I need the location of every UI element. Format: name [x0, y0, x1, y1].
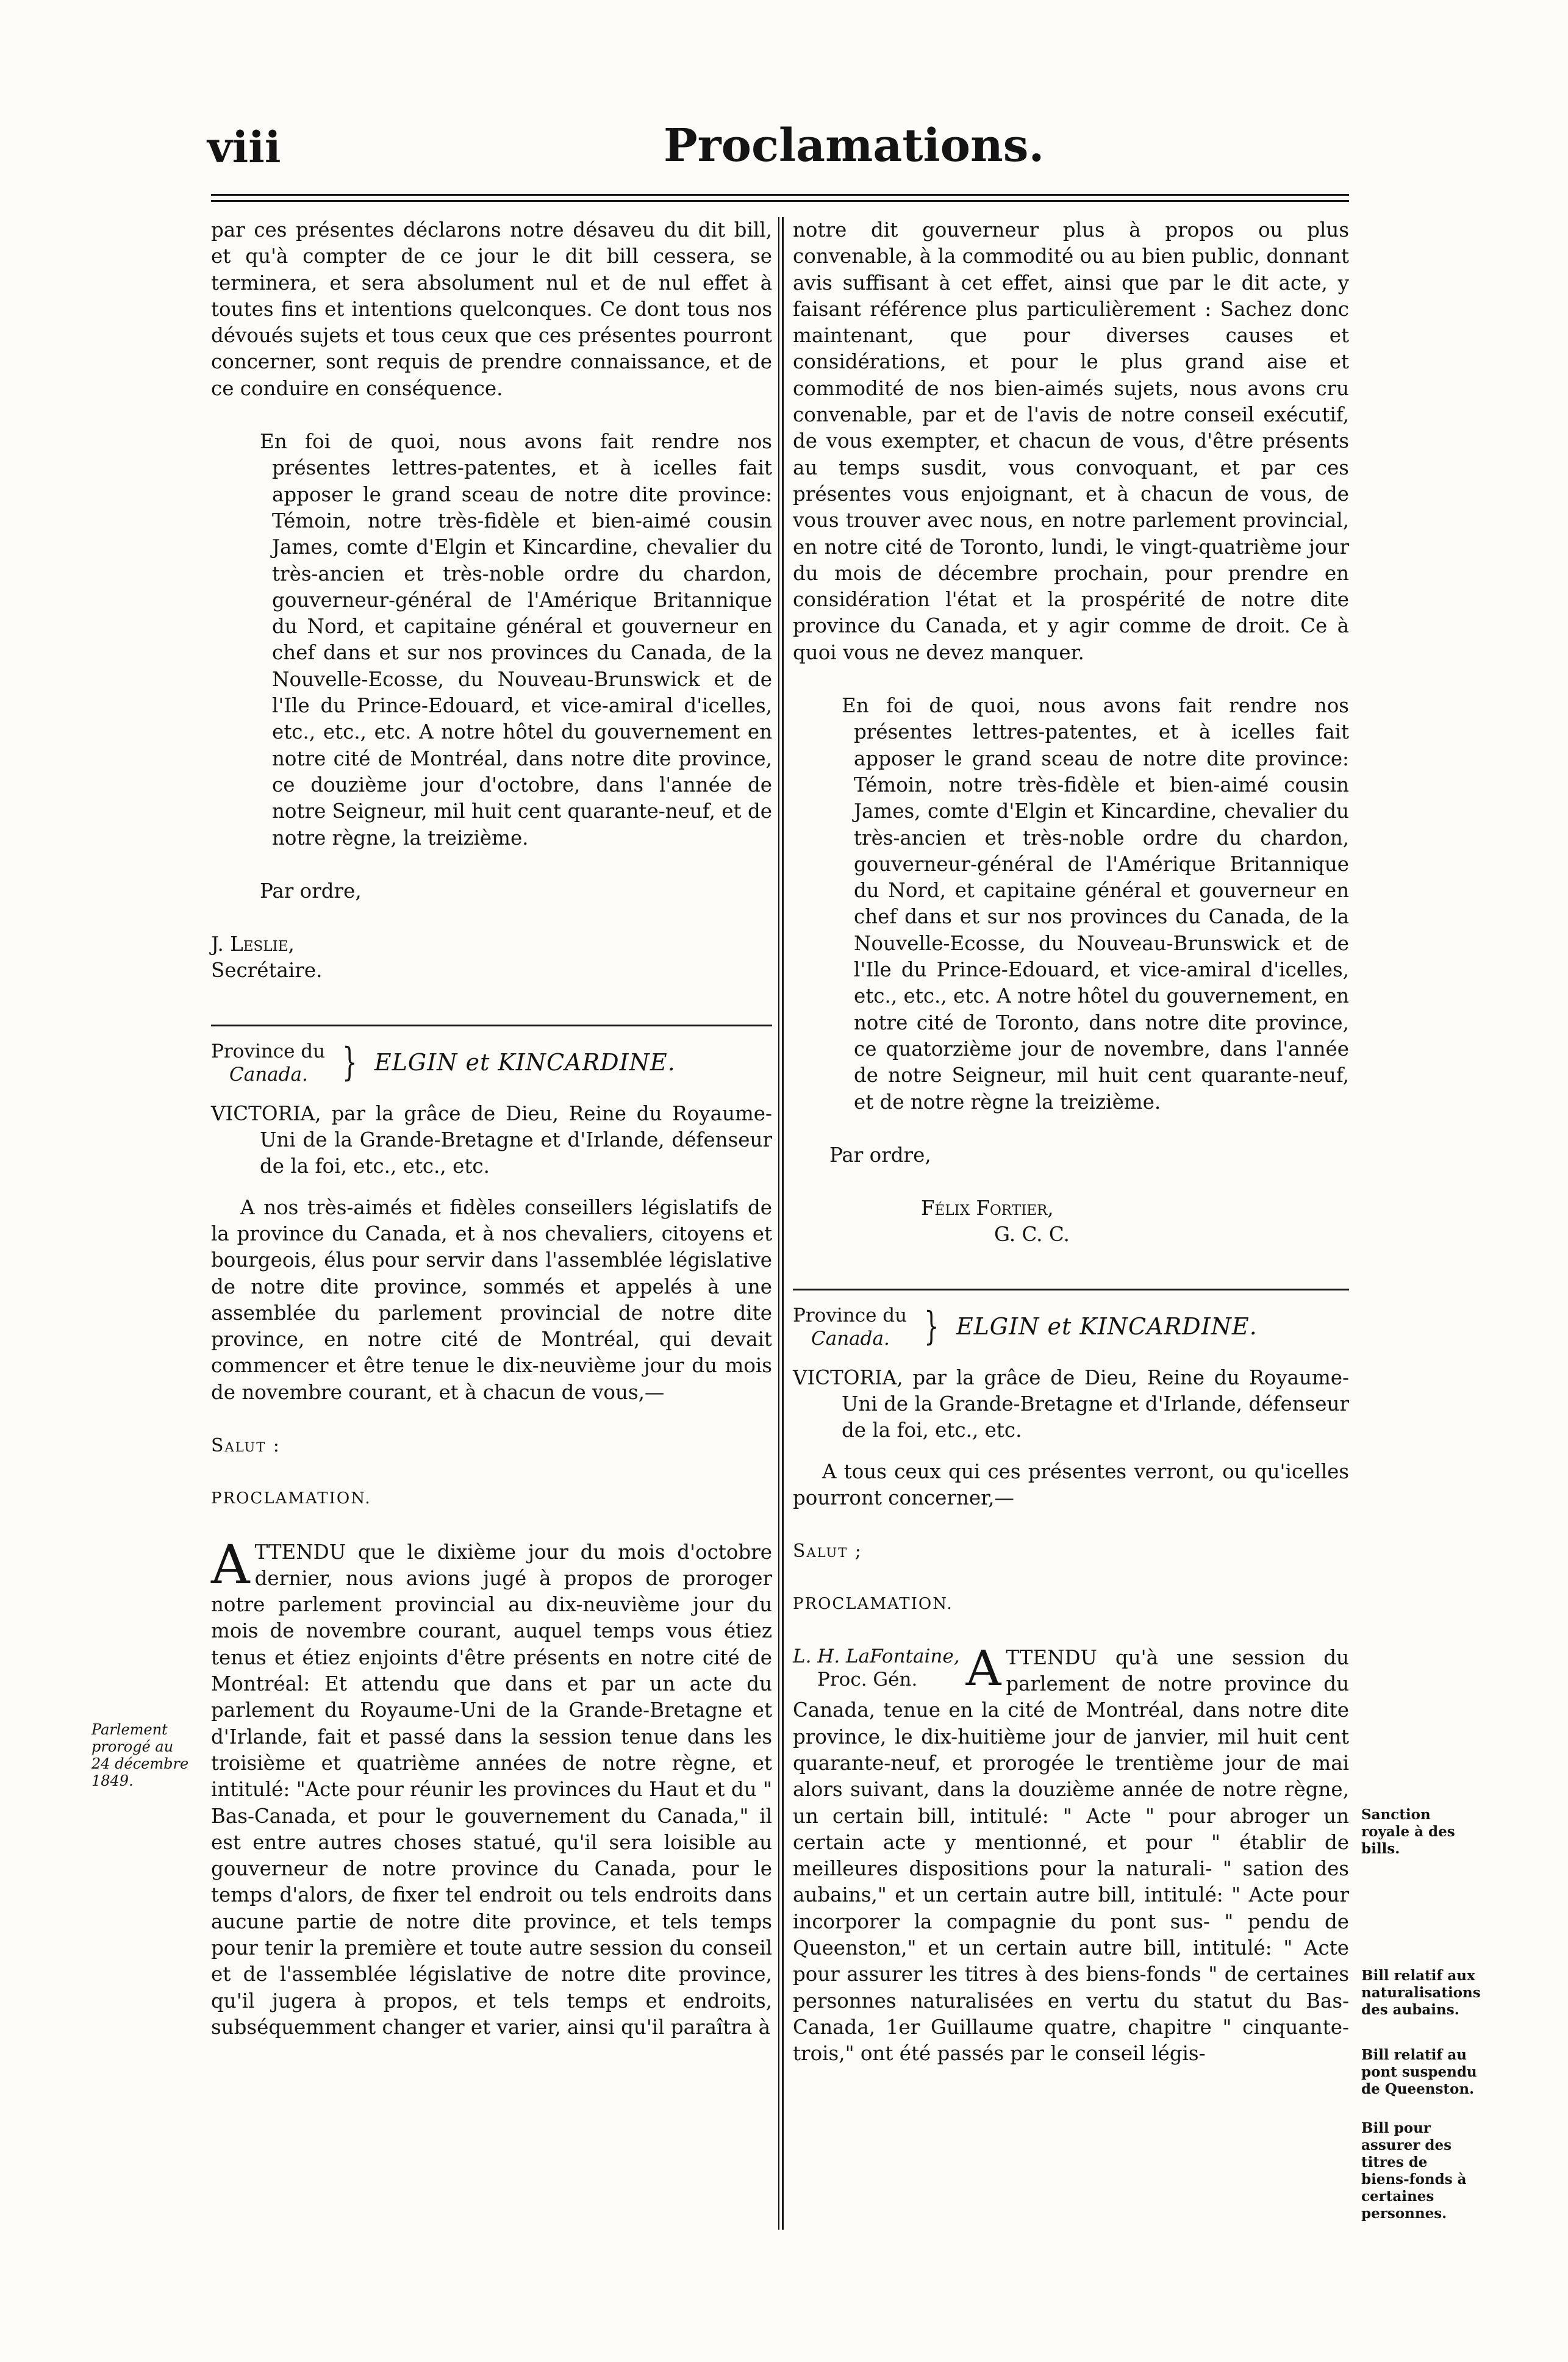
- column-divider-inner: [778, 217, 779, 2230]
- left-margin-note: Parlement prorogé au 24 décembre 1849.: [91, 1721, 189, 1789]
- right-margin-note-4: Bill pour assurer des titres de biens-fonds à certaines personnes.: [1361, 2120, 1467, 2222]
- right-victoria: VICTORIA, par la grâce de Dieu, Reine du Royaume-Uni de la Grande-Bretagne et d'Irlande, défenseur de la foi, etc., etc.: [793, 1365, 1349, 1442]
- right-province-line1: Province du: [793, 1304, 908, 1326]
- left-paragraph-4: [211, 1533, 772, 2041]
- left-paragraph-1: par ces présentes déclarons notre désaveu du dit bill, et qu'à compter de ce jour le dit bill cessera, se terminera, et sera absolument nul et de nul effet à toutes fins et intentions quelconques. Ce dont tous nos dévoués sujets et tous ceux que ces présentes pourront concerner, sont requis de prendre connaissance, et de ce conduire en conséquence.: [211, 218, 772, 400]
- right-paragraph-3: A tous ceux qui ces présentes verront, ou qu'icelles pourront concerner,—: [793, 1459, 1349, 1509]
- right-paragraph-2: En foi de quoi, nous avons fait rendre nos présentes lettres-patentes, et à icelles fait apposer le grand sceau de notre dite province: Témoin, notre très-fidèle et bien-aimé cousin James, comte d'Elgin et Kincardine, chevalier du très-ancien et très-noble ordre du chardon, gouverneur-général de l'Amérique Britannique du Nord, et capitaine général et gouverneur en chef dans et sur nos provinces du Canada, de la Nouvelle-Ecosse, du Nouveau-Brunswick et de l'Ile du Prince-Edouard, et vice-amiral d'icelles, etc., etc., etc. A notre hôtel du gouvernement, en notre cité de Toronto, dans notre dite province, ce quatorzième jour de novembre, dans l'année de notre Seigneur, mil huit cent quarante-neuf, et de notre règne la treizième.: [842, 694, 1349, 1114]
- right-margin-note-3: Bill relatif au pont suspendu de Queenston.: [1361, 2047, 1477, 2097]
- right-lafontaine-line2: Proc. Gén.: [817, 1668, 918, 1691]
- right-salut: Salut ;: [793, 1541, 862, 1562]
- page-title: Proclamations.: [664, 120, 1045, 172]
- column-divider: [782, 217, 784, 2230]
- left-province-label: [211, 1040, 325, 1086]
- right-section-rule: [793, 1289, 1349, 1290]
- left-paragraph-2: En foi de quoi, nous avons fait rendre nos présentes lettres-patentes, et à icelles fait apposer le grand sceau de notre dite province: Témoin, notre très-fidèle et bien-aimé cousin James, comte d'Elgin et Kincardine, chevalier du très-ancien et très-noble ordre du chardon, gouverneur-général de l'Amérique Britannique du Nord, et capitaine général et gouverneur en chef dans et sur nos provinces du Canada, de la Nouvelle-Ecosse, du Nouveau-Brunswick et de l'Ile du Prince-Edouard, et vice-amiral d'icelles, etc., etc., etc. A notre hôtel du gouvernement en notre cité de Montréal, dans notre dite province, ce douzième jour d'octobre, dans l'année de notre Seigneur, mil huit cent quarante-neuf, et de notre règne, la treizième.: [260, 430, 772, 850]
- right-proclamation-heading: PROCLAMATION.: [793, 1595, 953, 1614]
- right-paragraph-1: notre dit gouverneur plus à propos ou plus convenable, à la commodité ou au bien public, donnant avis suffisant à cet effet, ainsi que par le dit acte, y faisant référence plus particulièrement : Sachez donc maintenant, que pour diverses causes et considérations, et pour le plus grand aise et commodité de nos bien-aimés sujets, nous avons cru convenable, par et de l'avis de notre conseil exécutif, de vous exempter, et chacun de vous, d'être présents au temps susdit, vous convoquant, et par ces présentes vous enjoignant, et à chacun de vous, de vous trouver avec nous, en notre parlement provincial, en notre cité de Toronto, lundi, le vingt-quatrième jour du mois de décembre prochain, pour prendre en considération l'état et la prospérité de notre dite province du Canada, et y agir comme de droit. Ce à quoi vous ne devez manquer.: [793, 218, 1349, 664]
- header-rule-bottom: [211, 200, 1349, 202]
- left-province-line1: Province du: [211, 1040, 326, 1062]
- right-lafontaine-line1: L. H. LaFontaine,: [793, 1645, 960, 1667]
- right-dropcap: A: [965, 1639, 1001, 1697]
- left-province-block: [211, 1040, 772, 1086]
- right-margin-note-2: Bill relatif aux naturalisations des aubains.: [1361, 1967, 1481, 2018]
- left-salut: Salut :: [211, 1434, 281, 1456]
- right-lafontaine-block: [793, 1645, 960, 1691]
- right-par-ordre: Par ordre,: [829, 1143, 931, 1167]
- page-number: viii: [207, 122, 281, 173]
- left-victoria: VICTORIA, par la grâce de Dieu, Reine du Royaume-Uni de la Grande-Bretagne et d'Irlande, défenseur de la foi, etc., etc., etc.: [211, 1101, 772, 1178]
- right-column: [793, 217, 1349, 2067]
- right-paragraph-4: [793, 1639, 1349, 2067]
- left-section-rule: [211, 1025, 772, 1026]
- right-margin-note-1: Sanction royale à des bills.: [1361, 1806, 1455, 1857]
- left-signer-title: Secrétaire.: [211, 959, 323, 982]
- right-province-line2: Canada.: [811, 1327, 890, 1350]
- left-province-title: ELGIN et KINCARDINE.: [374, 1049, 676, 1076]
- left-proclamation-heading: PROCLAMATION.: [211, 1489, 371, 1508]
- right-province-title: ELGIN et KINCARDINE.: [956, 1313, 1258, 1340]
- left-province-line2: Canada.: [229, 1063, 308, 1086]
- right-province-block: [793, 1304, 1349, 1350]
- right-province-label: [793, 1304, 907, 1350]
- header-rule-top: [211, 194, 1349, 196]
- right-brace-glyph: }: [924, 1304, 939, 1350]
- right-paragraph-4-text: TTENDU qu'à une session du parlement de notre province du Canada, tenue en la cité de Montréal, dans notre dite province, le dix-huitième jour de janvier, mil huit cent quarante-neuf, et prorogée le trentième jour de mai alors suivant, dans la douzième année de notre règne, un certain bill, intitulé: " Acte " pour abroger un certain acte y mentionné, et pour " établir de meilleures dispositions pour la naturali- " sation des aubains," et un certain autre bill, intitulé: " Acte pour incorporer la compagnie du pont sus- " pendu de Queenston," et un certain autre bill, intitulé: " Acte pour assurer les titres à des biens-fonds " de certaines personnes naturalisées en vertu du statut du Bas-Canada, 1er Guillaume quatre, chapitre " cinquante-trois," ont été passés par le conseil légis-: [793, 1645, 1349, 2066]
- left-paragraph-4-text: TTENDU que le dixième jour du mois d'octobre dernier, nous avions jugé à propos de proroger notre parlement provincial au dix-neuvième jour du mois de novembre courant, auquel temps vous étiez tenus et étiez enjoints d'être présents en notre cité de Montréal: Et attendu que dans et par un acte du parlement du Royaume-Uni de la Grande-Bretagne et d'Irlande, fait et passé dans la session tenue dans les troisième et quatrième années de notre règne, et intitulé: "Acte pour réunir les provinces du Haut et du " Bas-Canada, et pour le gouvernement du Canada," il est entre autres choses statué, qu'il sera loisible au gouverneur de notre province du Canada, pour le temps d'alors, de fixer tel endroit ou tels endroits dans aucune partie de notre dite province, et tels temps pour tenir la première et toute autre session du conseil et de l'assemblée législative de notre dite province, qu'il jugera à propos, et tels temps et endroits, subséquemment changer et varier, ainsi qu'il paraîtra à: [211, 1540, 772, 2039]
- left-dropcap: A: [211, 1533, 250, 1596]
- right-signer: Félix Fortier,: [921, 1197, 1054, 1220]
- right-signer-title: G. C. C.: [994, 1223, 1070, 1247]
- left-column: [211, 217, 772, 2041]
- left-brace-glyph: }: [342, 1040, 357, 1086]
- left-paragraph-3: A nos très-aimés et fidèles conseillers législatifs de la province du Canada, et à nos chevaliers, citoyens et bourgeois, élus pour servir dans l'assemblée législative de notre dite province, sommés et appelés à une assemblée du parlement provincial de notre dite province, en notre cité de Montréal, qui devait commencer et être tenue le dix-neuvième jour du mois de novembre courant, et à chacun de vous,—: [211, 1195, 772, 1404]
- left-par-ordre: Par ordre,: [260, 879, 362, 903]
- left-signer: J. Leslie,: [211, 932, 295, 956]
